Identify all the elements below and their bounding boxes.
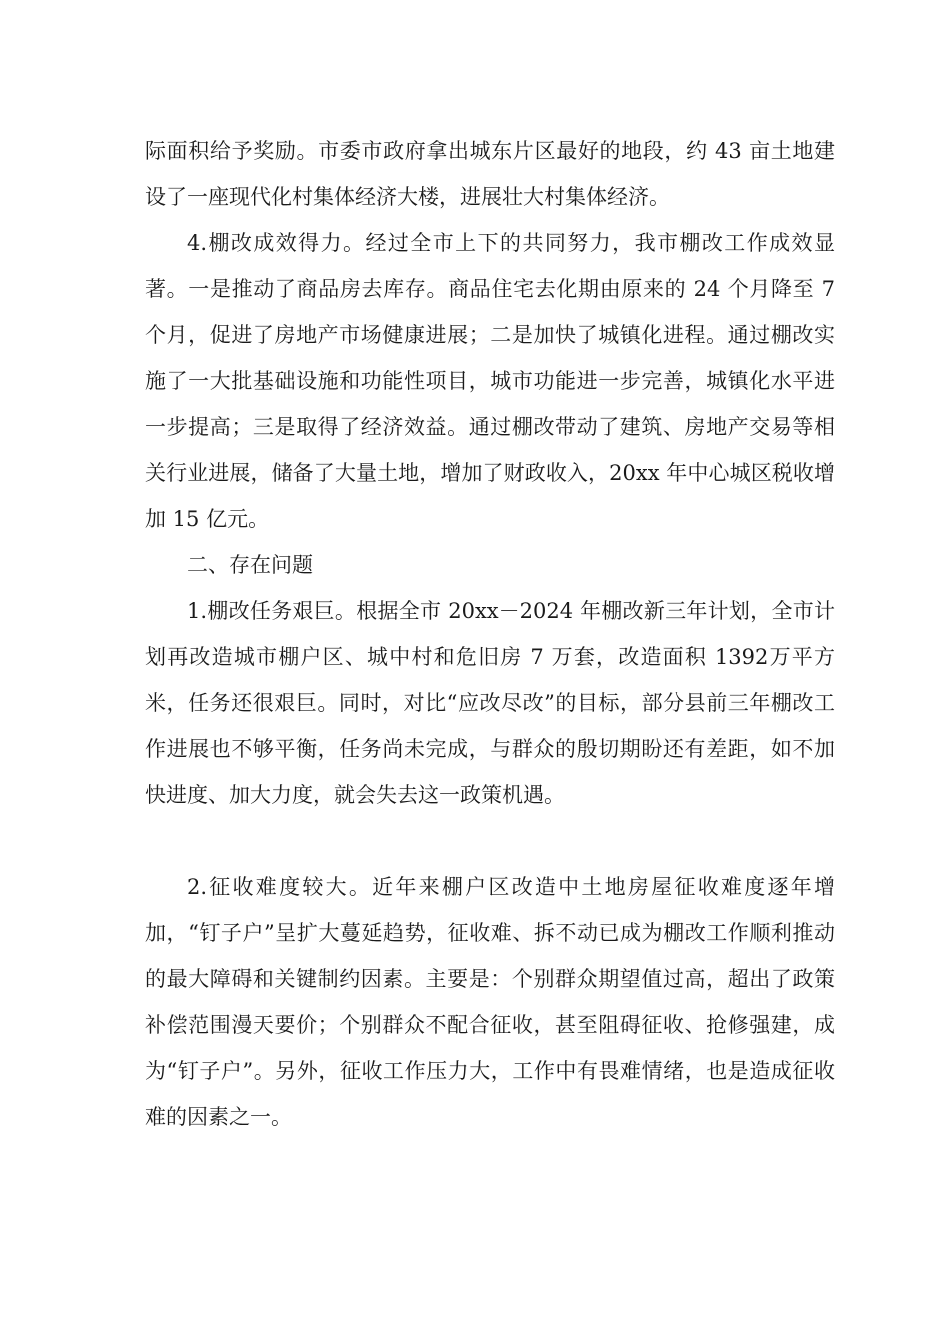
paragraph-gap bbox=[145, 818, 835, 864]
paragraph-task-difficulty: 1.棚改任务艰巨。根据全市 20xx－2024 年棚改新三年计划，全市计划再改造城市棚户区、城中村和危旧房 7 万套，改造面积 1392万平方米，任务还很艰巨。同时，对比“应改尽改”的目标，部分县前三年棚改工作进展也不够平衡，任务尚未完成，与群众的殷切期盼还有差距，如不加快进度、加大力度，就会失去这一政策机遇。 bbox=[145, 599, 835, 807]
paragraph-land-reward: 际面积给予奖励。市委市政府拿出城东片区最好的地段，约 43 亩土地建设了一座现代化村集体经济大楼，进展壮大村集体经济。 bbox=[145, 139, 835, 209]
paragraph-effectiveness: 4.棚改成效得力。经过全市上下的共同努力，我市棚改工作成效显著。一是推动了商品房去库存。商品住宅去化期由原来的 24 个月降至 7 个月，促进了房地产市场健康进展；二是加快了城镇化进程。通过棚改实施了一大批基础设施和功能性项目，城市功能进一步完善，城镇化水平进一步提高；三是取得了经济效益。通过棚改带动了建筑、房地产交易等相关行业进展，储备了大量土地，增加了财政收入，20xx 年中心城区税收增加 15 亿元。 bbox=[145, 231, 835, 531]
document-body bbox=[145, 128, 835, 1140]
paragraph-collection-difficulty: 2.征收难度较大。近年来棚户区改造中土地房屋征收难度逐年增加，“钉子户”呈扩大蔓延趋势，征收难、拆不动已成为棚改工作顺利推动的最大障碍和关键制约因素。主要是：个别群众期望值过高，超出了政策补偿范围漫天要价；个别群众不配合征收，甚至阻碍征收、抢修强建，成为“钉子户”。另外，征收工作压力大，工作中有畏难情绪，也是造成征收难的因素之一。 bbox=[145, 875, 835, 1129]
section-heading-problems: 二、存在问题 bbox=[187, 553, 313, 577]
